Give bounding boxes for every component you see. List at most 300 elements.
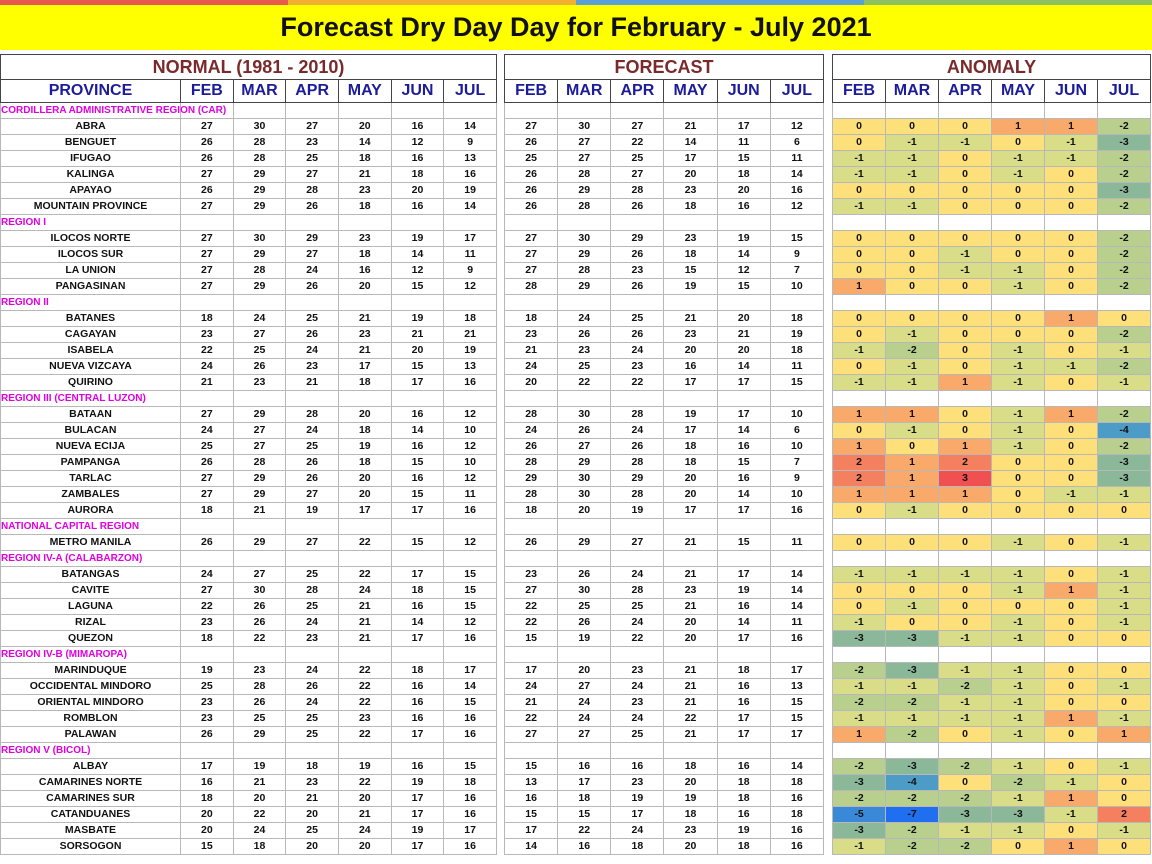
normal-value: 26 [286, 679, 339, 695]
empty-cell [181, 215, 234, 231]
normal-value: 18 [391, 167, 444, 183]
empty-cell [664, 647, 717, 663]
anomaly-value: 0 [833, 359, 886, 375]
normal-value: 19 [391, 775, 444, 791]
forecast-value: 18 [717, 791, 770, 807]
forecast-value: 25 [611, 599, 664, 615]
normal-value: 16 [444, 167, 497, 183]
normal-value: 23 [338, 327, 391, 343]
empty-cell [286, 743, 339, 759]
forecast-value: 23 [611, 263, 664, 279]
anomaly-value: 0 [992, 311, 1045, 327]
forecast-value: 16 [717, 199, 770, 215]
empty-cell [338, 103, 391, 119]
normal-value: 17 [444, 231, 497, 247]
forecast-value: 25 [558, 599, 611, 615]
forecast-value: 17 [505, 823, 558, 839]
forecast-value: 27 [558, 727, 611, 743]
province-name: PAMPANGA [1, 455, 181, 471]
forecast-value: 27 [611, 167, 664, 183]
empty-cell [558, 295, 611, 311]
normal-value: 17 [391, 807, 444, 823]
empty-cell [444, 551, 497, 567]
normal-value: 18 [391, 583, 444, 599]
anomaly-value: -1 [1098, 343, 1151, 359]
forecast-value: 28 [558, 167, 611, 183]
anomaly-value: 0 [833, 423, 886, 439]
region-label: REGION I [1, 215, 181, 231]
normal-value: 27 [181, 231, 234, 247]
normal-value: 21 [338, 807, 391, 823]
anomaly-value: -2 [833, 759, 886, 775]
forecast-value: 20 [664, 471, 717, 487]
anomaly-value: -1 [1098, 615, 1151, 631]
normal-value: 27 [181, 167, 234, 183]
empty-cell [770, 103, 823, 119]
forecast-value: 27 [505, 119, 558, 135]
normal-value: 24 [233, 311, 286, 327]
normal-value: 27 [233, 567, 286, 583]
normal-value: 16 [338, 263, 391, 279]
anomaly-value: 2 [939, 455, 992, 471]
anomaly-value: 0 [992, 471, 1045, 487]
anomaly-value: 0 [939, 727, 992, 743]
normal-value: 26 [181, 151, 234, 167]
empty-cell [939, 103, 992, 119]
anomaly-value: 0 [833, 183, 886, 199]
normal-value: 20 [338, 119, 391, 135]
empty-cell [181, 519, 234, 535]
normal-value: 23 [286, 775, 339, 791]
anomaly-value: -1 [1098, 535, 1151, 551]
forecast-value: 22 [611, 375, 664, 391]
forecast-value: 17 [664, 151, 717, 167]
empty-cell [886, 519, 939, 535]
forecast-value: 20 [664, 839, 717, 855]
forecast-value: 12 [770, 119, 823, 135]
province-name: ZAMBALES [1, 487, 181, 503]
empty-cell [558, 647, 611, 663]
normal-value: 24 [181, 423, 234, 439]
forecast-value: 17 [717, 375, 770, 391]
province-name: BATAAN [1, 407, 181, 423]
normal-value: 24 [286, 663, 339, 679]
forecast-value: 28 [611, 487, 664, 503]
normal-value: 23 [286, 135, 339, 151]
forecast-value: 25 [611, 151, 664, 167]
anomaly-value: -1 [886, 167, 939, 183]
empty-cell [717, 551, 770, 567]
normal-value: 17 [391, 503, 444, 519]
normal-value: 9 [444, 263, 497, 279]
normal-value: 19 [181, 663, 234, 679]
forecast-value: 22 [505, 599, 558, 615]
forecast-value: 26 [505, 167, 558, 183]
forecast-value: 18 [717, 839, 770, 855]
province-name: NUEVA ECIJA [1, 439, 181, 455]
forecast-value: 18 [664, 199, 717, 215]
anomaly-value: 1 [939, 439, 992, 455]
normal-value: 16 [444, 503, 497, 519]
anomaly-value: -2 [1098, 199, 1151, 215]
normal-value: 15 [391, 535, 444, 551]
normal-value: 14 [391, 247, 444, 263]
forecast-value: 18 [611, 839, 664, 855]
normal-value: 23 [338, 711, 391, 727]
forecast-value: 27 [558, 151, 611, 167]
forecast-value: 9 [770, 247, 823, 263]
normal-value: 17 [391, 631, 444, 647]
empty-cell [233, 551, 286, 567]
normal-value: 12 [444, 279, 497, 295]
normal-value: 25 [286, 711, 339, 727]
province-name: ILOCOS SUR [1, 247, 181, 263]
forecast-value: 26 [505, 535, 558, 551]
forecast-value: 19 [558, 631, 611, 647]
normal-value: 29 [233, 535, 286, 551]
page-title: Forecast Dry Day Day for February - July 2021 [0, 5, 1152, 50]
forecast-value: 24 [505, 679, 558, 695]
forecast-value: 16 [770, 823, 823, 839]
normal-value: 25 [233, 711, 286, 727]
normal-value: 30 [233, 231, 286, 247]
forecast-value: 15 [717, 535, 770, 551]
forecast-value: 20 [558, 663, 611, 679]
forecast-value: 14 [770, 759, 823, 775]
normal-value: 18 [391, 663, 444, 679]
anomaly-value: 0 [939, 167, 992, 183]
empty-cell [338, 295, 391, 311]
anomaly-value: -2 [1098, 439, 1151, 455]
forecast-value: 27 [611, 535, 664, 551]
empty-cell [1098, 519, 1151, 535]
normal-value: 25 [286, 727, 339, 743]
empty-cell [886, 647, 939, 663]
forecast-value: 22 [505, 615, 558, 631]
month-header: JUN [391, 80, 444, 103]
forecast-value: 19 [717, 823, 770, 839]
forecast-value: 18 [717, 167, 770, 183]
province-name: ROMBLON [1, 711, 181, 727]
forecast-value: 24 [611, 615, 664, 631]
province-name: ALBAY [1, 759, 181, 775]
normal-value: 25 [286, 823, 339, 839]
anomaly-value: 0 [886, 119, 939, 135]
empty-cell [505, 551, 558, 567]
normal-value: 20 [181, 807, 234, 823]
forecast-value: 19 [664, 279, 717, 295]
normal-value: 14 [338, 135, 391, 151]
normal-value: 20 [181, 823, 234, 839]
anomaly-value: -2 [886, 695, 939, 711]
normal-value: 18 [338, 423, 391, 439]
forecast-value: 23 [611, 695, 664, 711]
forecast-value: 27 [505, 727, 558, 743]
normal-value: 22 [233, 807, 286, 823]
anomaly-value: -1 [992, 759, 1045, 775]
anomaly-value: -1 [886, 503, 939, 519]
normal-value: 18 [338, 455, 391, 471]
anomaly-value: 0 [1045, 663, 1098, 679]
normal-value: 29 [233, 407, 286, 423]
normal-value: 12 [444, 471, 497, 487]
empty-cell [338, 647, 391, 663]
empty-cell [611, 519, 664, 535]
normal-value: 15 [444, 599, 497, 615]
normal-value: 18 [444, 311, 497, 327]
normal-value: 18 [338, 375, 391, 391]
normal-value: 26 [181, 183, 234, 199]
normal-section-header: NORMAL (1981 - 2010) [1, 55, 497, 80]
forecast-value: 16 [770, 791, 823, 807]
empty-cell [833, 391, 886, 407]
empty-cell [611, 391, 664, 407]
empty-cell [1098, 551, 1151, 567]
anomaly-value: 0 [939, 199, 992, 215]
normal-value: 27 [286, 167, 339, 183]
empty-cell [1045, 519, 1098, 535]
province-name: CAMARINES SUR [1, 791, 181, 807]
anomaly-value: -1 [886, 679, 939, 695]
empty-cell [611, 295, 664, 311]
forecast-value: 7 [770, 263, 823, 279]
forecast-value: 15 [505, 631, 558, 647]
anomaly-value: 0 [1045, 727, 1098, 743]
normal-value: 21 [338, 343, 391, 359]
anomaly-value: -1 [1098, 487, 1151, 503]
empty-cell [992, 647, 1045, 663]
normal-value: 27 [233, 423, 286, 439]
anomaly-value: 0 [886, 615, 939, 631]
empty-cell [939, 551, 992, 567]
province-name: LAGUNA [1, 599, 181, 615]
forecast-value: 26 [505, 183, 558, 199]
forecast-value: 15 [664, 263, 717, 279]
normal-value: 17 [181, 759, 234, 775]
anomaly-value: -1 [939, 135, 992, 151]
anomaly-value: 0 [886, 439, 939, 455]
anomaly-value: 0 [1045, 375, 1098, 391]
forecast-value: 21 [664, 663, 717, 679]
normal-value: 16 [444, 807, 497, 823]
anomaly-value: -2 [886, 727, 939, 743]
empty-cell [717, 103, 770, 119]
anomaly-value: 0 [833, 327, 886, 343]
empty-cell [770, 647, 823, 663]
empty-cell [833, 519, 886, 535]
anomaly-value: 0 [992, 503, 1045, 519]
anomaly-value: 2 [1098, 807, 1151, 823]
forecast-value: 11 [770, 151, 823, 167]
anomaly-value: 1 [886, 455, 939, 471]
empty-cell [505, 743, 558, 759]
anomaly-value: -1 [939, 567, 992, 583]
anomaly-value: 0 [833, 599, 886, 615]
anomaly-value: 0 [992, 135, 1045, 151]
anomaly-value: -1 [833, 711, 886, 727]
anomaly-value: -1 [992, 167, 1045, 183]
normal-value: 25 [181, 439, 234, 455]
anomaly-value: 0 [1045, 455, 1098, 471]
forecast-value: 25 [611, 311, 664, 327]
forecast-value: 28 [611, 407, 664, 423]
forecast-value: 29 [558, 535, 611, 551]
normal-value: 26 [286, 199, 339, 215]
forecast-value: 30 [558, 231, 611, 247]
empty-cell [1098, 647, 1151, 663]
forecast-value: 28 [505, 487, 558, 503]
forecast-value: 30 [558, 471, 611, 487]
empty-cell [886, 391, 939, 407]
anomaly-value: 1 [833, 439, 886, 455]
normal-value: 18 [286, 759, 339, 775]
anomaly-value: 1 [1045, 583, 1098, 599]
forecast-value: 15 [558, 807, 611, 823]
normal-value: 10 [444, 423, 497, 439]
forecast-value: 26 [558, 615, 611, 631]
anomaly-value: -1 [992, 535, 1045, 551]
anomaly-table [832, 54, 1151, 855]
normal-value: 24 [233, 823, 286, 839]
normal-value: 11 [444, 247, 497, 263]
province-name: PANGASINAN [1, 279, 181, 295]
region-label: REGION IV-A (CALABARZON) [1, 551, 181, 567]
province-name: BATANGAS [1, 567, 181, 583]
forecast-value: 13 [505, 775, 558, 791]
normal-value: 21 [181, 375, 234, 391]
forecast-value: 26 [505, 135, 558, 151]
forecast-value: 17 [611, 807, 664, 823]
normal-value: 25 [286, 567, 339, 583]
province-name: MARINDUQUE [1, 663, 181, 679]
normal-value: 16 [391, 439, 444, 455]
anomaly-value: -2 [1098, 167, 1151, 183]
forecast-value: 21 [505, 343, 558, 359]
forecast-value: 21 [664, 567, 717, 583]
forecast-value: 20 [664, 343, 717, 359]
normal-value: 28 [286, 583, 339, 599]
anomaly-value: 0 [1045, 823, 1098, 839]
empty-cell [444, 295, 497, 311]
forecast-value: 15 [770, 711, 823, 727]
forecast-value: 16 [717, 471, 770, 487]
forecast-value: 6 [770, 423, 823, 439]
forecast-value: 27 [505, 263, 558, 279]
anomaly-value: -2 [886, 839, 939, 855]
empty-cell [1045, 103, 1098, 119]
anomaly-value: -1 [992, 631, 1045, 647]
forecast-value: 14 [505, 839, 558, 855]
anomaly-value: -2 [886, 823, 939, 839]
forecast-value: 29 [558, 183, 611, 199]
normal-value: 15 [444, 695, 497, 711]
empty-cell [717, 743, 770, 759]
empty-cell [664, 551, 717, 567]
anomaly-value: 0 [992, 327, 1045, 343]
empty-cell [886, 103, 939, 119]
normal-value: 19 [338, 759, 391, 775]
anomaly-value: 0 [1045, 167, 1098, 183]
forecast-value: 21 [717, 327, 770, 343]
month-header: JUL [444, 80, 497, 103]
normal-value: 24 [286, 615, 339, 631]
empty-cell [770, 295, 823, 311]
month-header: JUN [1045, 80, 1098, 103]
normal-value: 15 [181, 839, 234, 855]
normal-table [0, 54, 497, 855]
normal-value: 14 [444, 679, 497, 695]
empty-cell [286, 551, 339, 567]
empty-cell [1045, 391, 1098, 407]
empty-cell [505, 647, 558, 663]
anomaly-value: -2 [833, 695, 886, 711]
region-label: NATIONAL CAPITAL REGION [1, 519, 181, 535]
normal-value: 26 [286, 327, 339, 343]
forecast-value: 23 [558, 343, 611, 359]
forecast-value: 14 [664, 135, 717, 151]
province-column-header: PROVINCE [1, 80, 181, 103]
normal-value: 19 [391, 311, 444, 327]
empty-cell [886, 295, 939, 311]
empty-cell [611, 743, 664, 759]
normal-value: 19 [444, 343, 497, 359]
empty-cell [286, 647, 339, 663]
normal-value: 21 [233, 503, 286, 519]
normal-value: 29 [233, 727, 286, 743]
forecast-value: 17 [717, 119, 770, 135]
normal-value: 16 [391, 471, 444, 487]
normal-value: 12 [444, 439, 497, 455]
forecast-value: 25 [505, 151, 558, 167]
forecast-value: 16 [611, 759, 664, 775]
province-name: METRO MANILA [1, 535, 181, 551]
normal-value: 11 [444, 487, 497, 503]
forecast-value: 26 [558, 327, 611, 343]
anomaly-value: 0 [1045, 263, 1098, 279]
normal-value: 20 [338, 279, 391, 295]
normal-value: 22 [233, 631, 286, 647]
normal-value: 14 [444, 119, 497, 135]
forecast-value: 20 [664, 615, 717, 631]
empty-cell [444, 391, 497, 407]
anomaly-value: 0 [1098, 311, 1151, 327]
normal-value: 17 [391, 839, 444, 855]
normal-value: 19 [391, 231, 444, 247]
normal-value: 17 [444, 823, 497, 839]
forecast-value: 23 [664, 183, 717, 199]
anomaly-value: -4 [1098, 423, 1151, 439]
province-name: ILOCOS NORTE [1, 231, 181, 247]
normal-value: 12 [444, 535, 497, 551]
month-header: FEB [833, 80, 886, 103]
forecast-value: 20 [664, 487, 717, 503]
forecast-value: 20 [664, 775, 717, 791]
normal-value: 18 [338, 247, 391, 263]
forecast-value: 19 [611, 503, 664, 519]
anomaly-value: -1 [992, 663, 1045, 679]
forecast-value: 14 [717, 423, 770, 439]
empty-cell [939, 391, 992, 407]
normal-value: 22 [338, 535, 391, 551]
anomaly-value: -2 [992, 775, 1045, 791]
normal-value: 20 [338, 487, 391, 503]
anomaly-value: 1 [833, 279, 886, 295]
forecast-value: 27 [558, 679, 611, 695]
forecast-value: 16 [717, 599, 770, 615]
forecast-value: 26 [505, 439, 558, 455]
anomaly-value: -3 [1098, 135, 1151, 151]
forecast-value: 16 [717, 695, 770, 711]
